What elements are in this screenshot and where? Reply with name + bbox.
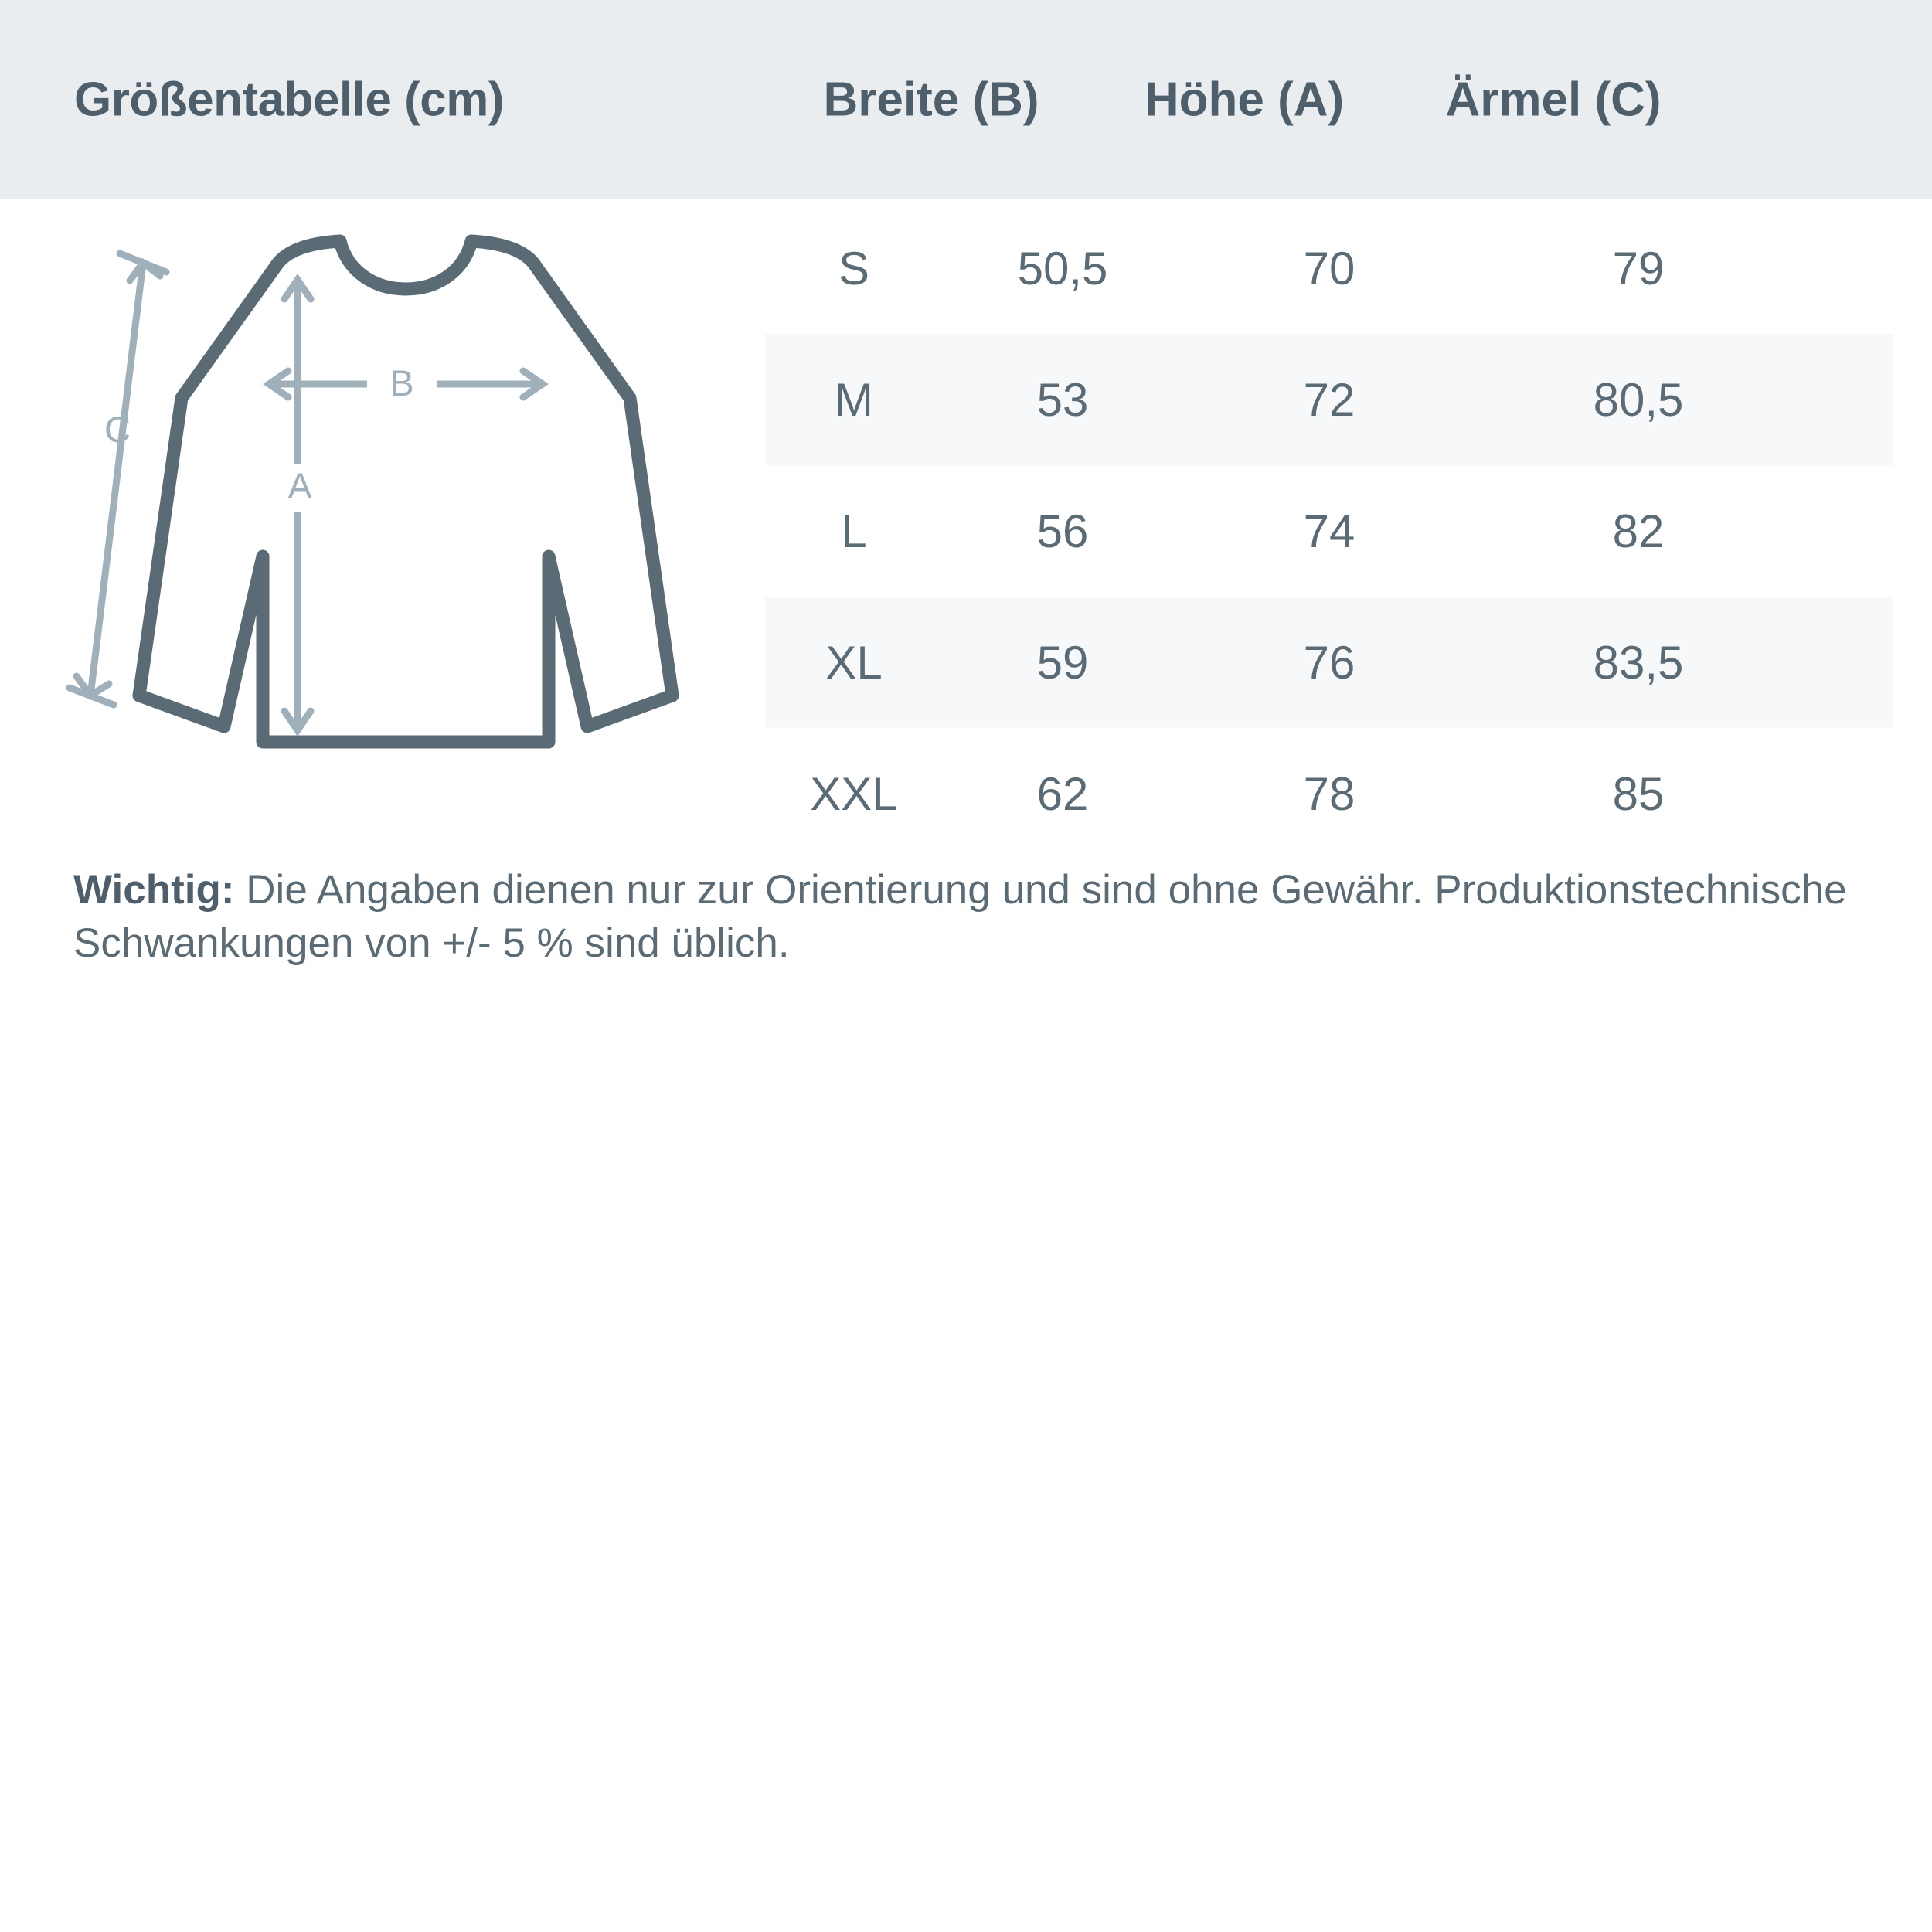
cell-breite: 62 — [1036, 767, 1089, 820]
page-title: Größentabelle (cm) — [74, 73, 504, 127]
cell-hoehe: 76 — [1303, 636, 1355, 689]
sweatshirt-outline — [139, 241, 672, 742]
column-headers — [765, 73, 1870, 128]
table-row — [765, 465, 1893, 597]
label-a-text: A — [287, 465, 312, 506]
cell-size: XL — [825, 636, 883, 689]
cell-breite: 50,5 — [1017, 242, 1108, 294]
cell-size: S — [838, 242, 870, 294]
cell-hoehe: 72 — [1303, 373, 1355, 426]
disclaimer-note — [73, 864, 1874, 971]
table-row — [765, 597, 1893, 728]
table-row — [765, 202, 1893, 334]
column-header-hoehe: Höhe (A) — [1144, 73, 1345, 127]
cell-aermel: 85 — [1612, 767, 1665, 820]
garment-illustration — [43, 232, 746, 819]
cell-breite: 59 — [1036, 636, 1089, 689]
cell-aermel: 79 — [1612, 242, 1665, 294]
table-row — [765, 728, 1893, 859]
disclaimer-text: Die Angaben dienen nur zur Orientierung und sind ohne Gewähr. Produktionstechnische Schwankungen von +/- 5 % sind üblich. — [73, 867, 1847, 966]
cell-hoehe: 74 — [1303, 505, 1355, 557]
column-header-aermel: Ärmel (C) — [1445, 73, 1662, 127]
label-b-text: B — [389, 362, 414, 403]
cell-hoehe: 70 — [1303, 242, 1355, 294]
disclaimer-lead: Wichtig: — [73, 867, 235, 913]
label-c-text: C — [104, 409, 131, 450]
size-table — [765, 202, 1893, 859]
cell-breite: 53 — [1036, 373, 1089, 426]
cell-aermel: 82 — [1612, 505, 1665, 557]
cell-aermel: 80,5 — [1593, 373, 1684, 426]
cell-size: XXL — [810, 767, 898, 820]
cell-size: L — [841, 505, 867, 557]
cell-hoehe: 78 — [1303, 767, 1355, 820]
cell-aermel: 83,5 — [1593, 636, 1684, 689]
table-row — [765, 334, 1893, 465]
cell-size: M — [835, 373, 873, 426]
column-header-breite: Breite (B) — [823, 73, 1039, 127]
table-header-band — [0, 0, 1932, 199]
cell-breite: 56 — [1036, 505, 1089, 557]
